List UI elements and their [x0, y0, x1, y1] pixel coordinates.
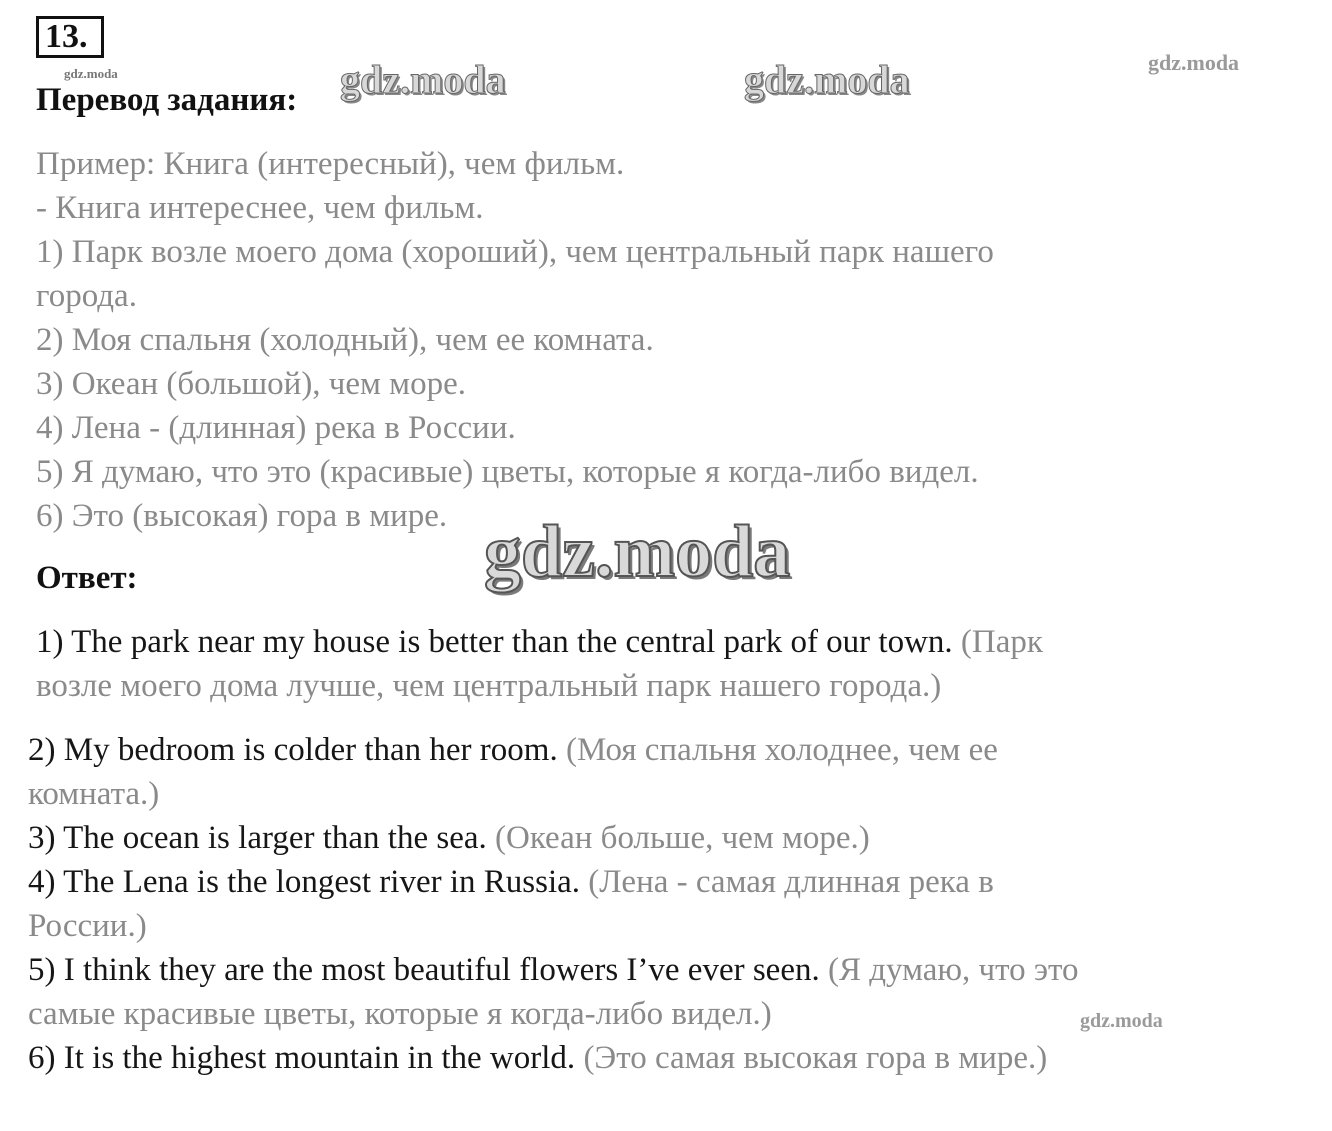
watermark-top-2: gdz.moda: [744, 57, 910, 102]
translation-heading: Перевод задания:: [36, 82, 298, 118]
answer-en: 1) The park near my house is better than the central park of our town.: [36, 624, 953, 660]
answer-ru-cont: России.): [28, 908, 147, 944]
example-line: - Книга интереснее, чем фильм.: [36, 190, 484, 226]
task-line: города.: [36, 278, 137, 314]
answer-ru-cont: возле моего дома лучше, чем центральный парк нашего города.): [36, 668, 942, 704]
watermark-top-1: gdz.moda: [340, 57, 506, 102]
example-line: Пример: Книга (интересный), чем фильм.: [36, 146, 625, 182]
task-line: 3) Океан (большой), чем море.: [36, 366, 466, 402]
watermark-top-right: gdz.moda: [1148, 50, 1240, 75]
answer-ru-cont: самые красивые цветы, которые я когда-либо видел.): [28, 996, 772, 1032]
answer-ru-cont: комната.): [28, 776, 160, 812]
watermark-small: gdz.moda: [64, 66, 118, 81]
task-line: 1) Парк возле моего дома (хороший), чем центральный парк нашего: [36, 234, 994, 270]
answer-en: 3) The ocean is larger than the sea.: [28, 820, 487, 856]
watermark-center: gdz.moda: [484, 511, 791, 593]
answer-en: 6) It is the highest mountain in the world.: [28, 1040, 576, 1076]
answer-list: [28, 728, 1079, 1080]
answer-ru: (Парк: [952, 624, 1043, 660]
answer-en: 4) The Lena is the longest river in Russia.: [28, 864, 581, 900]
answer-ru: (Это самая высокая гора в мире.): [575, 1040, 1048, 1076]
task-number-box: [36, 16, 104, 58]
task-number: 13.: [45, 18, 88, 55]
answer-en: 5) I think they are the most beautiful flowers I’ve ever seen.: [28, 952, 820, 988]
answer-heading: Ответ:: [36, 560, 138, 596]
task-line: 5) Я думаю, что это (красивые) цветы, которые я когда-либо видел.: [36, 454, 979, 490]
task-line: 6) Это (высокая) гора в мире.: [36, 498, 448, 534]
answer-ru: (Лена - самая длинная река в: [580, 864, 994, 900]
task-line: 4) Лена - (длинная) река в России.: [36, 410, 516, 446]
answer-ru: (Моя спальня холоднее, чем ее: [557, 732, 998, 768]
answer-ru: (Океан больше, чем море.): [486, 820, 870, 856]
answer-ru: (Я думаю, что это: [819, 952, 1079, 988]
answer-item-1: [36, 620, 1043, 708]
task-line: 2) Моя спальня (холодный), чем ее комната.: [36, 322, 654, 358]
watermark-bottom-right: gdz.moda: [1080, 1010, 1163, 1032]
task-text-block: [36, 142, 994, 538]
answer-en: 2) My bedroom is colder than her room.: [28, 732, 558, 768]
